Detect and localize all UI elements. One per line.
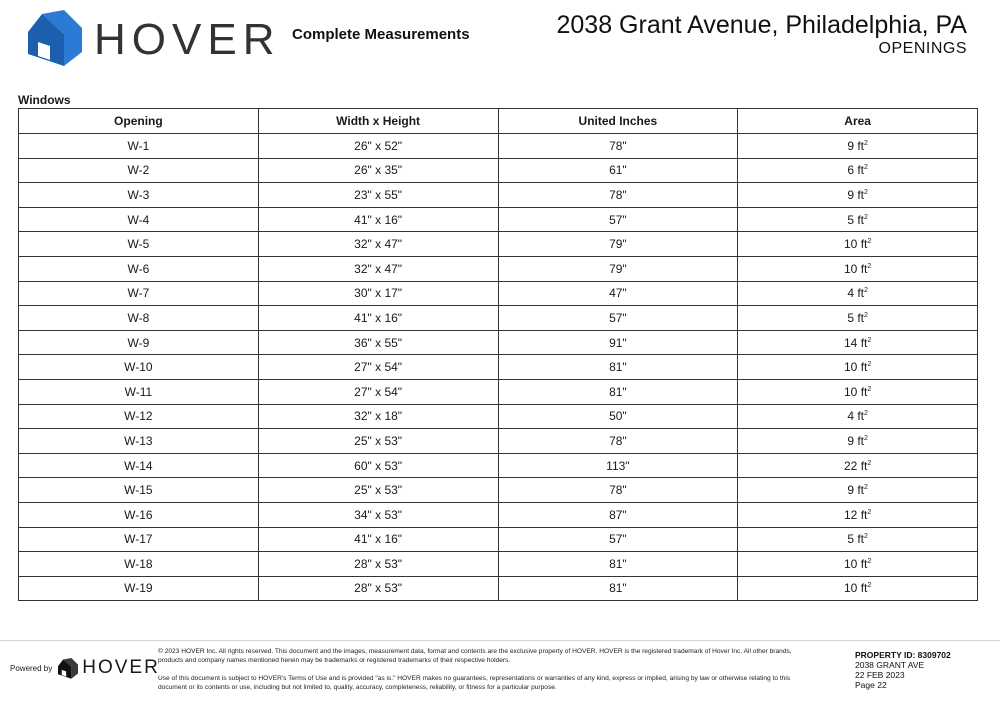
area-exponent: 2	[864, 410, 868, 418]
table-row	[19, 429, 978, 454]
area-exponent: 2	[867, 385, 872, 393]
area-unit: ft	[857, 212, 865, 227]
cell-opening: W-16	[19, 502, 259, 527]
area-unit: ft	[857, 286, 865, 301]
footer-divider	[0, 640, 1000, 641]
cell-size: 41" x 16"	[258, 306, 498, 331]
cell-opening: W-2	[19, 158, 259, 183]
area-unit: ft	[857, 310, 865, 325]
cell-united-inches: 78"	[498, 134, 738, 159]
area-exponent: 2	[864, 164, 868, 172]
cell-size: 41" x 16"	[258, 527, 498, 552]
area-value: 5	[847, 310, 854, 325]
cell-united-inches: 78"	[498, 429, 738, 454]
table-row	[19, 478, 978, 503]
table-row	[19, 134, 978, 159]
cell-united-inches: 47"	[498, 281, 738, 306]
property-short-address: 2038 GRANT AVE	[855, 660, 925, 670]
area-value: 5	[847, 212, 854, 227]
legal-copyright: © 2023 HOVER Inc. All rights reserved. This document and the images, measurement data, format and contents are the exclusive property of HOVER. HOVER is the registered trademark of Hover Inc. All other brands, products and company names mentioned herein may be trademarks or registered trademarks of their respective holders.	[158, 648, 792, 664]
area-exponent: 2	[867, 557, 872, 565]
cell-size: 26" x 35"	[258, 158, 498, 183]
cell-united-inches: 78"	[498, 183, 738, 208]
cell-united-inches: 78"	[498, 478, 738, 503]
table-row	[19, 158, 978, 183]
cell-opening: W-7	[19, 281, 259, 306]
area-exponent: 2	[867, 262, 872, 270]
cell-opening: W-14	[19, 453, 259, 478]
section-label: OPENINGS	[878, 40, 967, 57]
area-unit: ft	[860, 384, 868, 399]
area-exponent: 2	[867, 238, 872, 246]
table-row	[19, 453, 978, 478]
table-caption: Windows	[18, 93, 71, 107]
powered-by-hover	[10, 657, 160, 679]
cell-size: 25" x 53"	[258, 429, 498, 454]
area-value: 10	[843, 360, 858, 375]
property-info	[855, 650, 951, 690]
area-unit: ft	[860, 237, 868, 252]
table-header-row	[19, 109, 978, 134]
cell-area	[738, 576, 978, 601]
cell-area	[738, 183, 978, 208]
cell-opening: W-19	[19, 576, 259, 601]
area-exponent: 2	[867, 582, 872, 590]
area-unit: ft	[860, 556, 868, 571]
area-unit: ft	[857, 532, 865, 547]
area-unit: ft	[857, 138, 865, 153]
powered-by-label: Powered by	[10, 663, 53, 673]
area-exponent: 2	[864, 533, 868, 541]
area-exponent: 2	[864, 434, 868, 442]
report-date: 22 FEB 2023	[855, 670, 905, 680]
cell-size: 26" x 52"	[258, 134, 498, 159]
area-exponent: 2	[864, 213, 868, 221]
cell-size: 28" x 53"	[258, 552, 498, 577]
cell-opening: W-6	[19, 256, 259, 281]
brand-wordmark: HOVER	[94, 15, 281, 64]
area-value: 9	[847, 433, 854, 448]
area-value: 12	[843, 507, 858, 522]
openings-table	[18, 108, 978, 601]
area-value: 10	[843, 581, 858, 596]
cell-size: 32" x 18"	[258, 404, 498, 429]
cell-area	[738, 330, 978, 355]
legal-terms: Use of this document is subject to HOVER's Terms of Use and is provided "as is." HOVER makes no guarantees, representations or warranties of any kind, express or implied, arising by law or otherwise relating to this document or its contents or use, including but not limited to, quality, accuracy, completeness, reliability, or fitness for a particular purpose.	[158, 675, 791, 691]
area-value: 4	[847, 286, 854, 301]
cell-area	[738, 281, 978, 306]
table-row	[19, 281, 978, 306]
cell-united-inches: 81"	[498, 576, 738, 601]
area-value: 9	[847, 187, 854, 202]
hover-house-small-icon	[58, 657, 78, 679]
table-row	[19, 552, 978, 577]
cell-size: 34" x 53"	[258, 502, 498, 527]
area-value: 9	[847, 483, 854, 498]
cell-opening: W-8	[19, 306, 259, 331]
cell-united-inches: 91"	[498, 330, 738, 355]
area-value: 10	[843, 384, 858, 399]
cell-size: 32" x 47"	[258, 256, 498, 281]
area-value: 22	[843, 458, 858, 473]
cell-size: 30" x 17"	[258, 281, 498, 306]
cell-united-inches: 87"	[498, 502, 738, 527]
area-unit: ft	[857, 483, 865, 498]
cell-opening: W-5	[19, 232, 259, 257]
table-row	[19, 379, 978, 404]
cell-area	[738, 355, 978, 380]
area-exponent: 2	[867, 459, 872, 467]
area-value: 14	[843, 335, 858, 350]
cell-size: 25" x 53"	[258, 478, 498, 503]
table-row	[19, 404, 978, 429]
area-unit: ft	[860, 261, 868, 276]
cell-area	[738, 134, 978, 159]
cell-opening: W-10	[19, 355, 259, 380]
cell-united-inches: 61"	[498, 158, 738, 183]
area-value: 10	[843, 261, 858, 276]
cell-area	[738, 453, 978, 478]
area-unit: ft	[860, 335, 868, 350]
cell-area	[738, 429, 978, 454]
cell-united-inches: 50"	[498, 404, 738, 429]
cell-size: 32" x 47"	[258, 232, 498, 257]
legal-notice	[158, 647, 818, 701]
hover-house-logo-icon	[28, 8, 82, 66]
cell-area	[738, 256, 978, 281]
cell-size: 28" x 53"	[258, 576, 498, 601]
column-header-size: Width x Height	[258, 109, 498, 134]
cell-area	[738, 379, 978, 404]
property-address: 2038 Grant Avenue, Philadelphia, PA	[556, 11, 967, 39]
area-unit: ft	[860, 581, 868, 596]
area-value: 10	[843, 237, 858, 252]
cell-opening: W-17	[19, 527, 259, 552]
column-header-opening: Opening	[19, 109, 259, 134]
area-value: 5	[847, 532, 854, 547]
area-exponent: 2	[864, 287, 868, 295]
cell-area	[738, 552, 978, 577]
cell-opening: W-13	[19, 429, 259, 454]
area-exponent: 2	[867, 361, 872, 369]
area-exponent: 2	[867, 508, 872, 516]
cell-united-inches: 81"	[498, 552, 738, 577]
column-header-area: Area	[738, 109, 978, 134]
area-exponent: 2	[864, 188, 868, 196]
cell-opening: W-15	[19, 478, 259, 503]
area-unit: ft	[857, 433, 865, 448]
area-exponent: 2	[864, 311, 868, 319]
cell-size: 36" x 55"	[258, 330, 498, 355]
area-unit: ft	[857, 409, 865, 424]
cell-opening: W-9	[19, 330, 259, 355]
area-unit: ft	[860, 360, 868, 375]
table-row	[19, 355, 978, 380]
area-unit: ft	[860, 507, 868, 522]
area-exponent: 2	[867, 336, 872, 344]
cell-area	[738, 158, 978, 183]
cell-area	[738, 527, 978, 552]
page-header	[0, 0, 1000, 90]
cell-united-inches: 79"	[498, 232, 738, 257]
page-number: Page 22	[855, 680, 887, 690]
area-value: 6	[847, 163, 854, 178]
cell-opening: W-11	[19, 379, 259, 404]
area-exponent: 2	[864, 484, 868, 492]
table-row	[19, 527, 978, 552]
cell-size: 27" x 54"	[258, 379, 498, 404]
table-row	[19, 207, 978, 232]
area-value: 4	[847, 409, 854, 424]
table-row	[19, 256, 978, 281]
cell-united-inches: 79"	[498, 256, 738, 281]
table-row	[19, 306, 978, 331]
cell-size: 41" x 16"	[258, 207, 498, 232]
cell-area	[738, 232, 978, 257]
cell-opening: W-18	[19, 552, 259, 577]
document-title: Complete Measurements	[292, 26, 470, 43]
table-row	[19, 576, 978, 601]
cell-united-inches: 81"	[498, 379, 738, 404]
area-unit: ft	[857, 163, 865, 178]
area-unit: ft	[857, 187, 865, 202]
cell-area	[738, 207, 978, 232]
footer-brand-wordmark: HOVER	[82, 657, 160, 678]
cell-opening: W-4	[19, 207, 259, 232]
table-row	[19, 183, 978, 208]
cell-united-inches: 57"	[498, 306, 738, 331]
cell-opening: W-12	[19, 404, 259, 429]
area-unit: ft	[860, 458, 868, 473]
area-value: 9	[847, 138, 854, 153]
cell-size: 27" x 54"	[258, 355, 498, 380]
cell-opening: W-1	[19, 134, 259, 159]
cell-area	[738, 404, 978, 429]
table-row	[19, 502, 978, 527]
cell-area	[738, 502, 978, 527]
cell-united-inches: 113"	[498, 453, 738, 478]
table-row	[19, 330, 978, 355]
cell-area	[738, 478, 978, 503]
cell-united-inches: 81"	[498, 355, 738, 380]
area-value: 10	[843, 556, 858, 571]
cell-size: 60" x 53"	[258, 453, 498, 478]
cell-united-inches: 57"	[498, 527, 738, 552]
cell-opening: W-3	[19, 183, 259, 208]
property-id: PROPERTY ID: 8309702	[855, 650, 951, 660]
column-header-united-inches: United Inches	[498, 109, 738, 134]
cell-united-inches: 57"	[498, 207, 738, 232]
table-row	[19, 232, 978, 257]
cell-size: 23" x 55"	[258, 183, 498, 208]
area-exponent: 2	[864, 139, 868, 147]
cell-area	[738, 306, 978, 331]
